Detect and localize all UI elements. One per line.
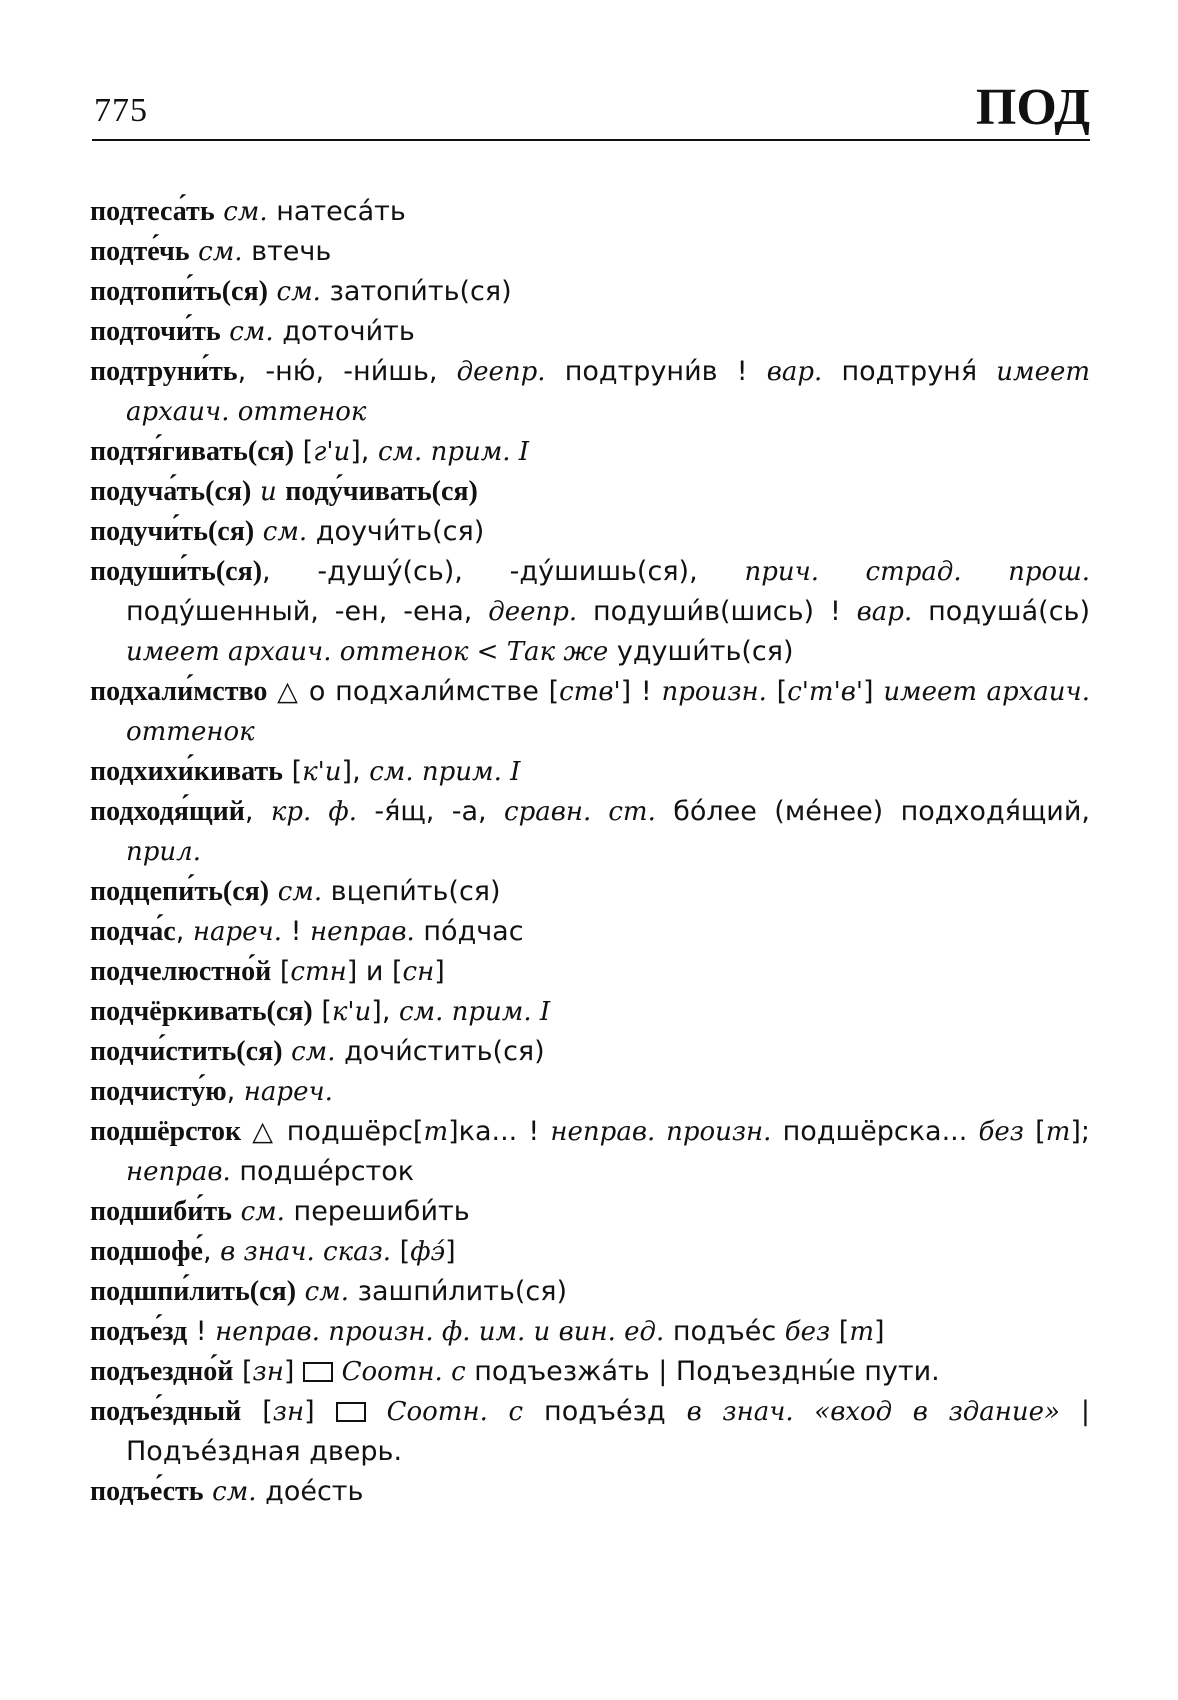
transcription: фэ́: [410, 1237, 446, 1267]
gloss: см.: [240, 1197, 285, 1227]
entry-text: подуши́в(шись) !: [577, 596, 857, 627]
headword: подтопи́ть(ся): [90, 276, 268, 307]
entry-text: [: [233, 1356, 253, 1387]
headword: подъе́здный: [90, 1396, 242, 1427]
headword: подходя́щий: [90, 796, 245, 827]
gloss: неправ.: [310, 917, 415, 947]
gloss: см. прим. I: [369, 757, 521, 787]
entry-podshibit: [90, 1192, 1090, 1232]
gloss: имеет архаич. оттенок: [126, 357, 1090, 427]
gloss: нареч.: [192, 917, 282, 947]
entry-text: [: [830, 1316, 850, 1347]
entry-podkhikhikivat: [90, 752, 1090, 792]
headword: подуши́ть(ся): [90, 556, 263, 587]
entry-text: удуши́ть(ся): [608, 636, 794, 667]
headword: подъе́сть: [90, 1476, 204, 1507]
page-header: [92, 78, 1090, 144]
entry-text: [: [294, 436, 314, 467]
running-head: ПОД: [975, 79, 1090, 136]
gloss: Соотн. с: [341, 1357, 466, 1387]
entry-podtyagivat: [90, 432, 1090, 472]
entry-text: ]: [434, 956, 445, 987]
headword: подчисту́ю: [90, 1076, 227, 1107]
gloss: см. прим. I: [377, 437, 530, 467]
gloss: Соотн. с: [386, 1397, 524, 1427]
transcription: т: [1045, 1117, 1071, 1147]
entry-podkhodyashchiy: [90, 792, 1090, 872]
entry-text: по́дчас: [414, 916, 524, 947]
gloss: прич. страд. прош.: [744, 557, 1091, 587]
transcription: ств': [559, 677, 621, 707]
headword: подшофе́: [90, 1236, 203, 1267]
gloss: вар.: [856, 597, 913, 627]
entry-text: перешиби́ть: [284, 1196, 470, 1227]
gloss: без: [784, 1317, 831, 1347]
gloss: см.: [229, 317, 274, 347]
entry-text: дое́сть: [256, 1476, 364, 1507]
entry-text: подшёрска...: [771, 1116, 979, 1147]
entry-text: доучи́ть(ся): [307, 516, 485, 547]
entry-text: подтруни́в !: [545, 356, 767, 387]
entry-text: ]: [283, 1356, 303, 1387]
headword: подтруни́ть: [90, 356, 238, 387]
entry-text: ];: [1070, 1116, 1090, 1147]
gloss: см. прим. I: [398, 997, 551, 1027]
entry-text: [: [766, 676, 788, 707]
entry-podshofe: [90, 1232, 1090, 1272]
transcription: стн: [290, 957, 347, 987]
gloss: неправ. произн. ф. им. и вин. ед.: [215, 1317, 665, 1347]
gloss: см.: [277, 877, 323, 907]
entry-text: подъезжа́ть | Подъездны́е пути.: [465, 1356, 940, 1387]
entry-text: ,: [226, 1076, 244, 1107]
transcription: зн: [252, 1357, 284, 1387]
gloss: деепр.: [456, 357, 546, 387]
entry-text: втечь: [242, 236, 332, 267]
entry-podest: [90, 1472, 1090, 1512]
entry-text: дочи́стить(ся): [335, 1036, 545, 1067]
entry-text: ]: [863, 676, 884, 707]
headword: подхихи́кивать: [90, 756, 283, 787]
entry-text: △ о подхали́мстве [: [267, 676, 560, 707]
transcription: г'и: [313, 437, 351, 467]
gloss: и: [259, 477, 277, 507]
entry-text: подъе́зд: [523, 1396, 687, 1427]
entry-text: подше́рсток: [230, 1156, 415, 1187]
entry-text: ]ка... !: [448, 1116, 551, 1147]
entry-text: [: [271, 956, 291, 987]
headword: подъе́зд: [90, 1316, 188, 1347]
entry-text: ],: [341, 756, 370, 787]
entry-text: , -душу́(сь), -ду́шишь(ся),: [262, 556, 745, 587]
headword: подшпи́лить(ся): [90, 1276, 297, 1307]
headword: подте́чь: [90, 236, 190, 267]
gloss: деепр.: [488, 597, 578, 627]
entry-podshpilit: [90, 1272, 1090, 1312]
gloss: нареч.: [243, 1077, 333, 1107]
entry-text: ,: [175, 916, 193, 947]
headword: подъездно́й: [90, 1356, 234, 1387]
entry-podsherstok: [90, 1112, 1090, 1192]
headword: подтя́гивать(ся): [90, 436, 295, 467]
entry-list: [90, 192, 1090, 1512]
entry-podezdnyy: [90, 1392, 1090, 1472]
entry-text: ]: [304, 1396, 336, 1427]
entry-podezd: [90, 1312, 1090, 1352]
transcription: с'т'в': [787, 677, 863, 707]
entry-text: натеса́ть: [267, 196, 406, 227]
transcription: т: [849, 1317, 874, 1347]
entry-podchas: [90, 912, 1090, 952]
gloss: имеет архаич. оттенок < Так же: [126, 637, 609, 667]
gloss: сравн. ст.: [504, 797, 656, 827]
entry-text: ]: [445, 1236, 456, 1267]
entry-podtesat: [90, 192, 1090, 232]
gloss: см.: [276, 277, 321, 307]
entry-text: ,: [202, 1236, 221, 1267]
entry-text: ,: [244, 796, 271, 827]
entry-text: △ подшёрс[: [241, 1116, 424, 1147]
box-icon: [336, 1402, 366, 1422]
entry-podezdnoy: [90, 1352, 1090, 1392]
transcription: т: [423, 1117, 449, 1147]
entry-podushit: [90, 552, 1090, 672]
entry-text: подтруня́: [822, 356, 997, 387]
entry-text: ],: [350, 436, 378, 467]
headword: подча́с: [90, 916, 176, 947]
entry-text: [: [282, 756, 303, 787]
gloss: см.: [262, 517, 308, 547]
gloss: см.: [291, 1037, 336, 1067]
headword: подчелюстно́й: [90, 956, 272, 987]
headword: поду́чивать(ся): [285, 476, 478, 507]
gloss: неправ. произн.: [550, 1117, 772, 1147]
entry-text: ]: [874, 1316, 885, 1347]
entry-text: ] !: [620, 676, 662, 707]
gloss: произн.: [661, 677, 767, 707]
entry-podchelyustnoy: [90, 952, 1090, 992]
headword: подшиби́ть: [90, 1196, 232, 1227]
entry-text: !: [282, 916, 310, 947]
headword: подуча́ть(ся): [90, 476, 252, 507]
entry-podtrunit: [90, 352, 1090, 432]
entry-text: ] и [: [346, 956, 403, 987]
entry-text: [: [391, 1236, 411, 1267]
entry-text: , -ню́, -ни́шь,: [237, 356, 457, 387]
entry-text: поду́шенный, -ен, -ена,: [126, 596, 489, 627]
entry-text: [: [1023, 1116, 1046, 1147]
entry-podtopit: [90, 272, 1090, 312]
entry-text: !: [187, 1316, 216, 1347]
transcription: к'и: [331, 997, 372, 1027]
entry-text: зашпи́лить(ся): [349, 1276, 568, 1307]
entry-podtsepit: [90, 872, 1090, 912]
headword: подтеса́ть: [90, 196, 215, 227]
page-number: 775: [94, 92, 148, 129]
gloss: кр. ф.: [270, 797, 357, 827]
entry-text: доточи́ть: [273, 316, 415, 347]
gloss: прил.: [126, 837, 201, 867]
entry-text: [: [312, 996, 332, 1027]
gloss: вар.: [766, 357, 823, 387]
transcription: к'и: [302, 757, 342, 787]
box-icon: [303, 1362, 333, 1382]
entry-text: [: [241, 1396, 273, 1427]
headword: подточи́ть: [90, 316, 221, 347]
gloss: см.: [304, 1277, 350, 1307]
entry-text: | Подъе́здная дверь.: [126, 1396, 1090, 1467]
entry-text: затопи́ть(ся): [320, 276, 512, 307]
headword: подхали́мство: [90, 676, 268, 707]
headword: подшёрсток: [90, 1116, 242, 1147]
headword: подцепи́ть(ся): [90, 876, 270, 907]
entry-poduchit: [90, 512, 1090, 552]
headword: подчи́стить(ся): [90, 1036, 283, 1067]
gloss: в знач. сказ.: [220, 1237, 392, 1267]
entry-text: вцепи́ть(ся): [322, 876, 501, 907]
entry-podtech: [90, 232, 1090, 272]
gloss: имеет архаич. оттенок: [126, 677, 1090, 747]
entry-podtochit: [90, 312, 1090, 352]
entry-podkhalimstvo: [90, 672, 1090, 752]
transcription: сн: [402, 957, 435, 987]
entry-text: подуша́(сь): [912, 596, 1090, 627]
entry-text: ],: [371, 996, 399, 1027]
entry-podcherkivat: [90, 992, 1090, 1032]
gloss: см.: [223, 197, 268, 227]
entry-podchistit: [90, 1032, 1090, 1072]
gloss: в знач. «вход в здание»: [686, 1397, 1060, 1427]
entry-text: -я́щ, -а,: [356, 796, 505, 827]
transcription: зн: [272, 1397, 305, 1427]
gloss: см.: [212, 1477, 257, 1507]
entry-text: бо́лее (ме́нее) подходя́щий,: [655, 796, 1090, 827]
entry-text: подъе́с: [664, 1316, 785, 1347]
gloss: см.: [198, 237, 243, 267]
entry-text: [277, 476, 286, 507]
entry-poduchat: [90, 472, 1090, 512]
headword: подучи́ть(ся): [90, 516, 255, 547]
gloss: неправ.: [126, 1157, 231, 1187]
headword: подчёркивать(ся): [90, 996, 313, 1027]
gloss: без: [978, 1117, 1024, 1147]
header-rule: [92, 139, 1090, 141]
entry-podchistuyu: [90, 1072, 1090, 1112]
